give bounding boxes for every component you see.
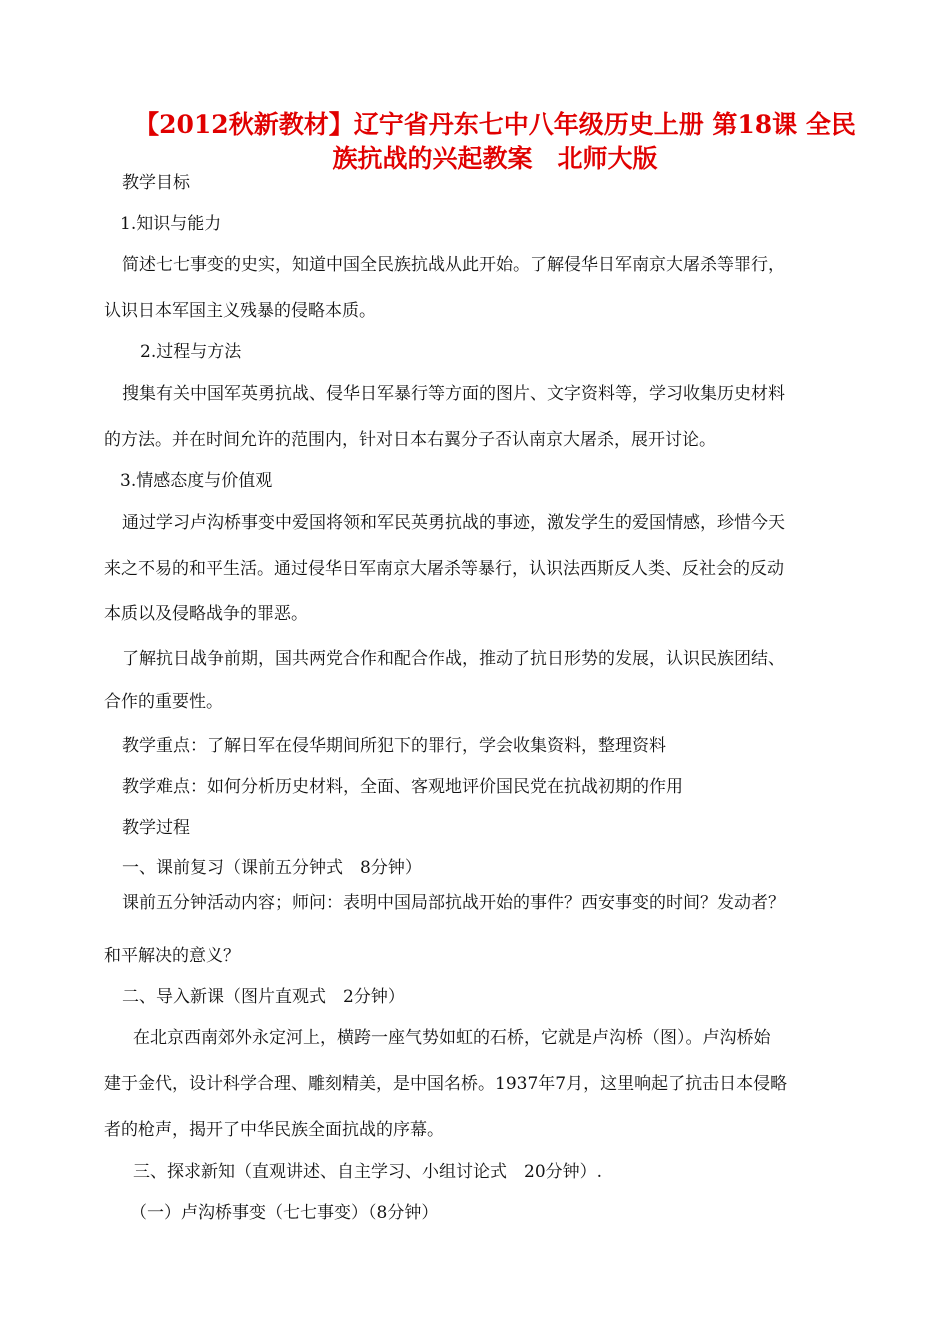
paragraph: 简述七七事变的史实，知道中国全民族抗战从此开始。了解侵华日军南京大屠杀等罪行，: [122, 255, 785, 275]
paragraph: 课前五分钟活动内容；师问：表明中国局部抗战开始的事件？西安事变的时间？发动者？: [122, 893, 785, 913]
paragraph: 本质以及侵略战争的罪恶。: [104, 604, 308, 624]
paragraph: 三、探求新知（直观讲述、自主学习、小组讨论式 20分钟）.: [133, 1162, 603, 1182]
paragraph: 建于金代，设计科学合理、雕刻精美，是中国名桥。1937年7月，这里响起了抗击日本侵略: [104, 1074, 788, 1094]
paragraph: 教学过程: [122, 818, 190, 838]
paragraph: 3.情感态度与价值观: [120, 471, 273, 491]
title-line-1: 【2012秋新教材】辽宁省丹东七中八年级历史上册 第18课 全民: [134, 110, 856, 139]
paragraph: 二、导入新课（图片直观式 2分钟）: [122, 987, 405, 1007]
paragraph: 1.知识与能力: [120, 214, 222, 234]
paragraph: 在北京西南郊外永定河上，横跨一座气势如虹的石桥，它就是卢沟桥（图）。卢沟桥始: [133, 1028, 771, 1048]
paragraph: 教学重点：了解日军在侵华期间所犯下的罪行，学会收集资料，整理资料: [122, 736, 666, 756]
paragraph: 通过学习卢沟桥事变中爱国将领和军民英勇抗战的事迹，激发学生的爱国情感，珍惜今天: [122, 513, 785, 533]
paragraph: 认识日本军国主义残暴的侵略本质。: [104, 301, 376, 321]
title-line-2: 族抗战的兴起教案 北师大版: [332, 144, 658, 173]
document-title: [100, 108, 890, 176]
paragraph: 一、课前复习（课前五分钟式 8分钟）: [122, 858, 422, 878]
paragraph: 者的枪声，揭开了中华民族全面抗战的序幕。: [104, 1120, 444, 1140]
paragraph: 了解抗日战争前期，国共两党合作和配合作战，推动了抗日形势的发展，认识民族团结、: [122, 649, 785, 669]
paragraph: 教学目标: [122, 173, 190, 193]
paragraph: 2.过程与方法: [140, 342, 242, 362]
paragraph: 的方法。并在时间允许的范围内，针对日本右翼分子否认南京大屠杀，展开讨论。: [104, 430, 716, 450]
paragraph: 来之不易的和平生活。通过侵华日军南京大屠杀等暴行，认识法西斯反人类、反社会的反动: [104, 559, 784, 579]
paragraph: 教学难点：如何分析历史材料，全面、客观地评价国民党在抗战初期的作用: [122, 777, 683, 797]
paragraph: 和平解决的意义？: [104, 946, 240, 966]
paragraph: 合作的重要性。: [104, 692, 223, 712]
paragraph: （一）卢沟桥事变（七七事变）（8分钟）: [130, 1203, 439, 1223]
paragraph: 搜集有关中国军英勇抗战、侵华日军暴行等方面的图片、文字资料等，学习收集历史材料: [122, 384, 785, 404]
